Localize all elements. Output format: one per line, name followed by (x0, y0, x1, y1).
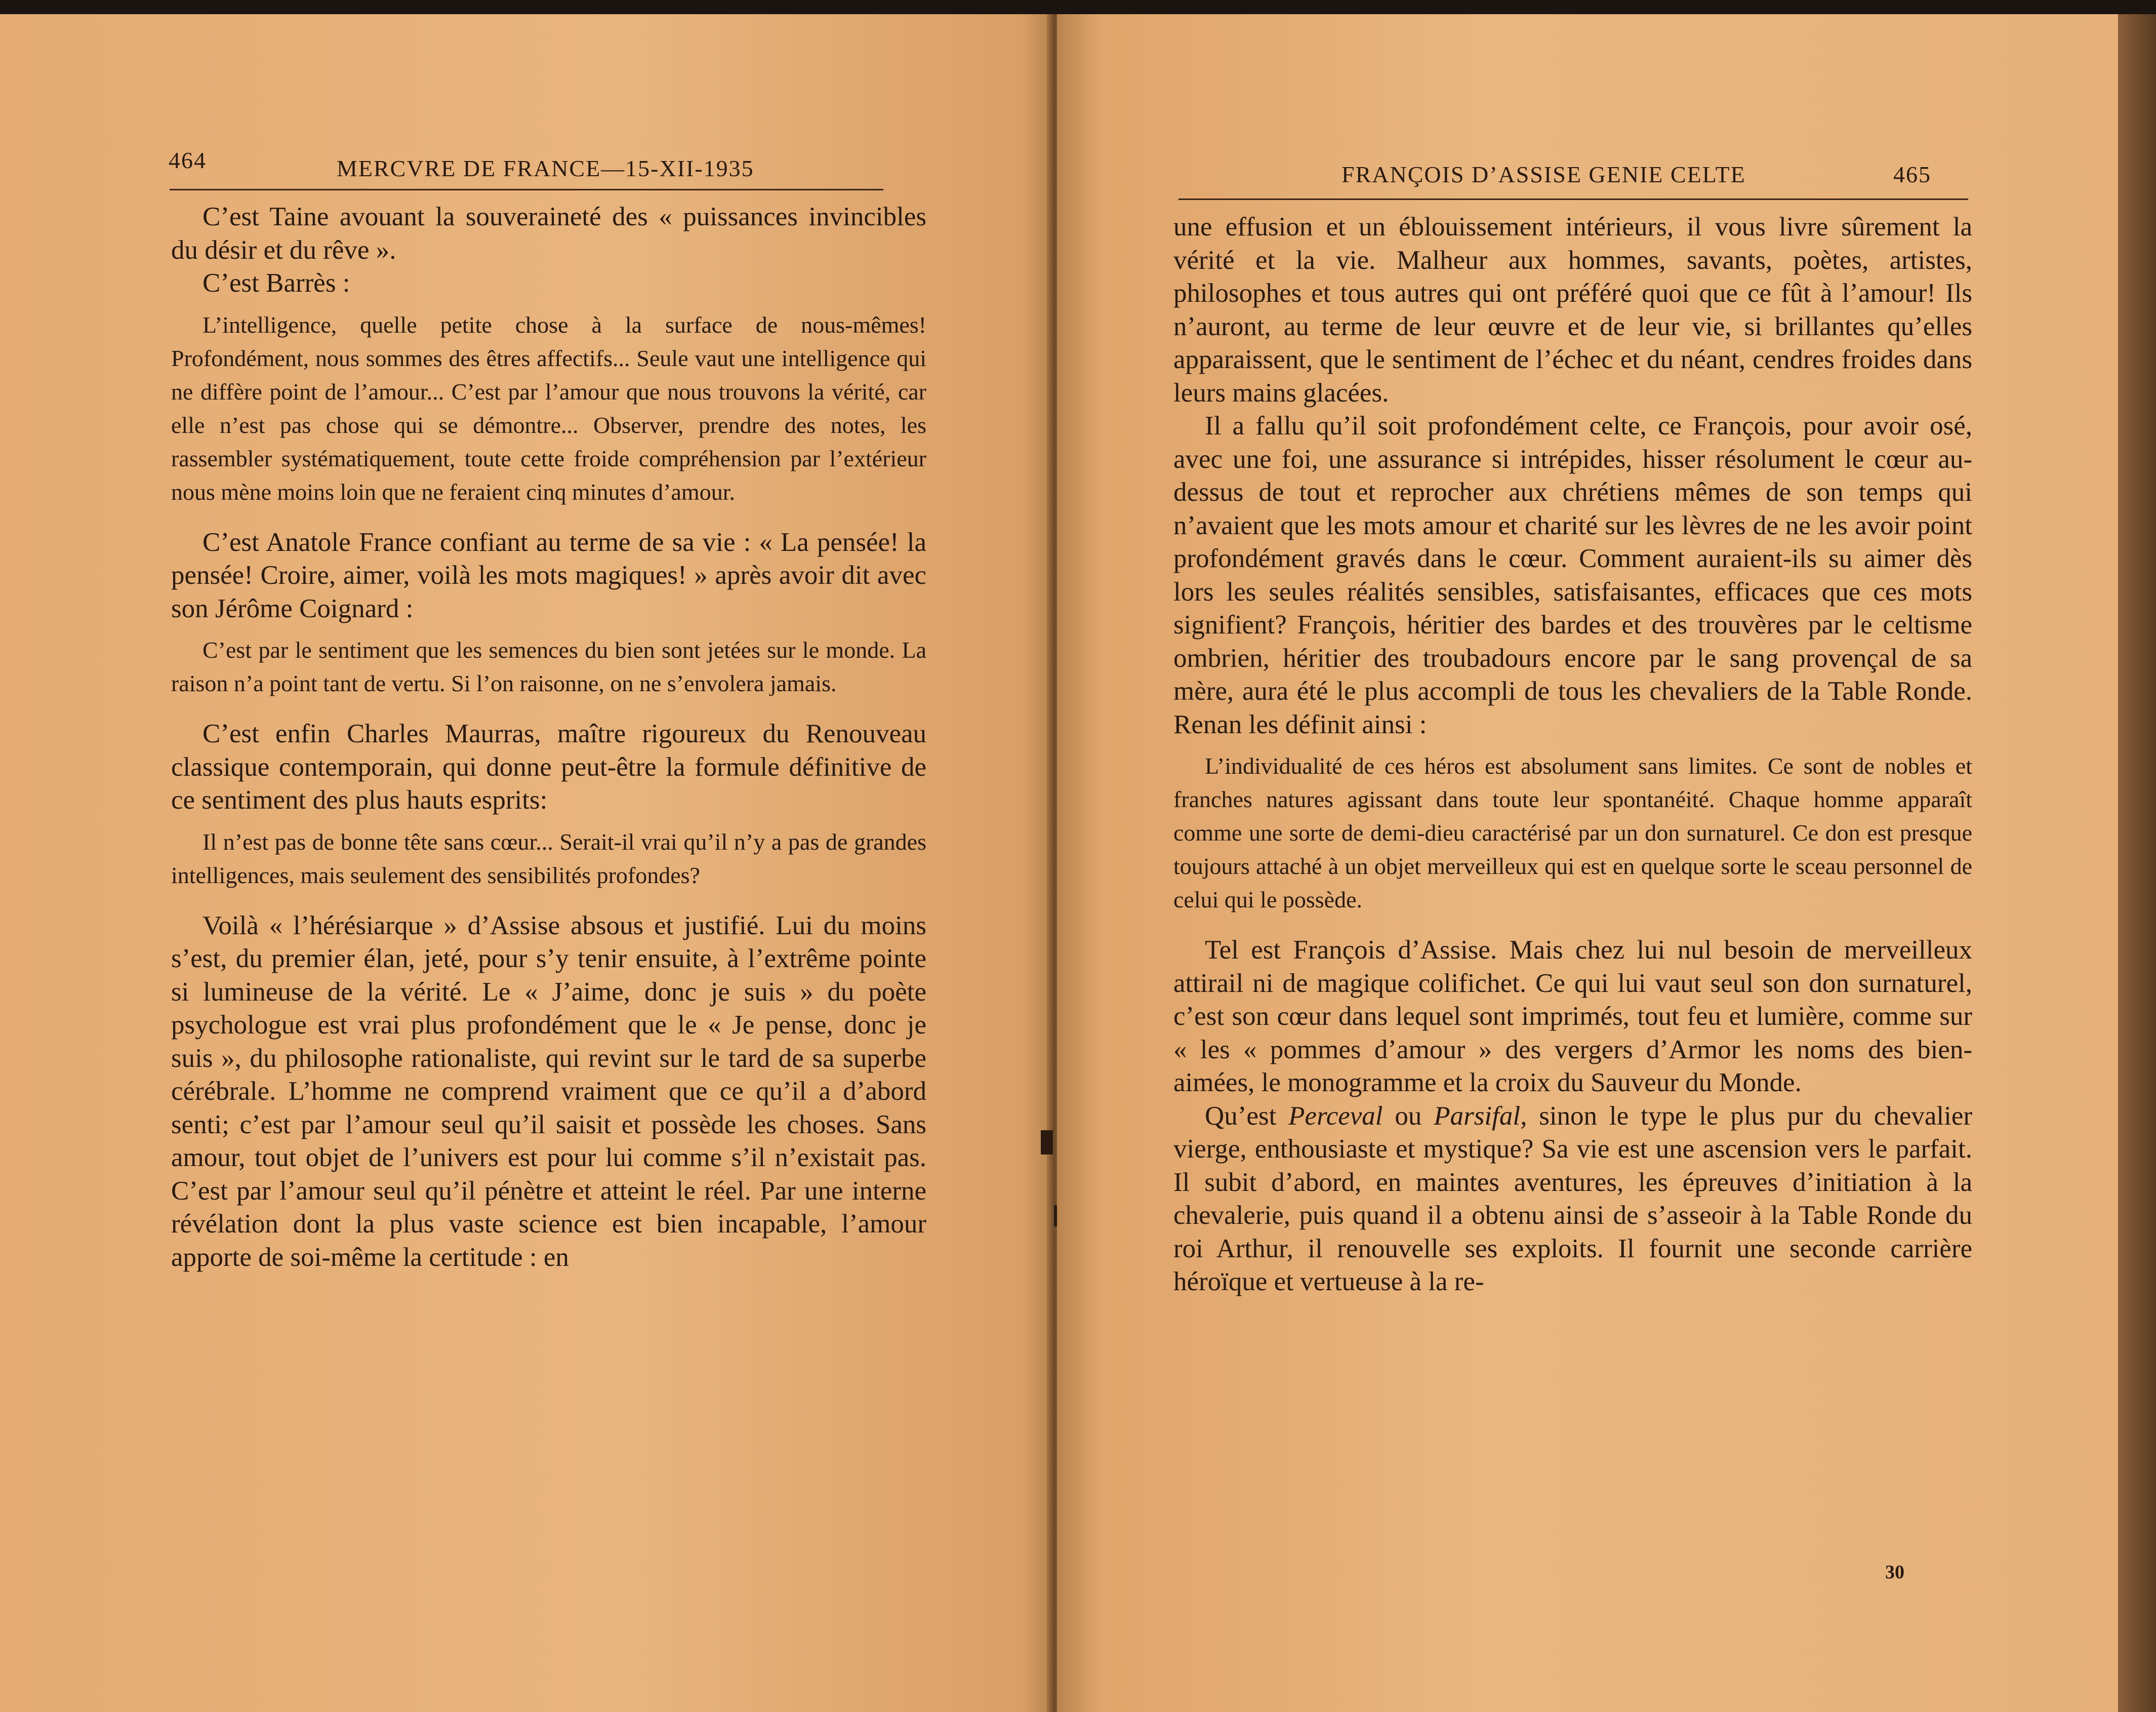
running-title-right: FRANÇOIS D’ASSISE GENIE CELTE (1341, 162, 1746, 187)
right-page (1057, 14, 2118, 1712)
quote-maurras: Il n’est pas de bonne tête sans cœur... Serait-il vrai qu’il n’y a pas de grandes intelligences, mais seulement des sensibilités profondes? (171, 828, 926, 888)
quote-renan: L’individualité de ces héros est absolument sans limites. Ce sont de nobles et franches natures agissant dans toute leur spontanéité. Chaque homme apparaît comme une sorte de demi-dieu caractérisé par un don surnaturel. Ce don est presque toujours attaché à un objet merveilleux qui est en quelque sorte le sceau personnel de celui qui le possède. (1173, 753, 1972, 912)
paragraph-perceval: Qu’est Perceval ou Parsifal, sinon le type le plus pur du chevalier vierge, enthousiaste et mystique? Sa vie est une ascension vers le parfait. Il subit d’abord, en maintes aventures, les épreuves d’initiation à la chevalerie, puis quand il a obtenu ainsi de s’asseoir à la Table Ronde du roi Arthur, il renouvelle ses exploits. Il fournit une seconde carrière héroïque et vertueuse à la re- (1173, 1101, 1973, 1296)
italic-perceval: Perceval (1288, 1101, 1383, 1131)
paragraph-maurras: C’est enfin Charles Maurras, maître rigoureux du Renouveau classique contemporain, qui donne peut-être la formule définitive de ce sentiment des plus hauts esprits: (171, 719, 926, 815)
page-number-right: 465 (1893, 162, 1931, 187)
quote-barres: L’intelligence, quelle petite chose à la surface de nous-mêmes! Profondément, nous sommes des êtres affectifs... Seule vaut une intelligence qui ne diffère point de l’amour... C’est par l’amour que nous trouvons la vérité, car elle n’est pas chose qui se démontre... Observer, prendre des notes, les rassembler systématiquement, toute cette froide compréhension par l’extérieur nous mène moins loin que ne feraient cinq minutes d’amour. (171, 311, 926, 505)
header-rule-left (170, 189, 883, 190)
paragraph-heresiarque: Voilà « l’hérésiarque » d’Assise absous et justifié. Lui du moins s’est, du premier élan, jeté, pour s’y tenir ensuite, à l’extrême pointe si lumineuse de la vérité. Le « J’aime, donc je suis » du poète psychologue est vrai plus profondément que le « Je pense, donc je suis », du philosophe rationaliste, qui revint sur le tard de sa superbe cérébrale. L’homme ne comprend vraiment que ce qu’il a d’abord senti; c’est par l’amour seul qu’il saisit et possède les choses. Sans amour, tout objet de l’univers est pour lui comme s’il n’existait pas. C’est par l’amour seul qu’il pénètre et atteint le réel. Par une interne révélation dont la plus vaste science est bien incapable, l’amour apporte de soi-même la certitude : en (171, 910, 926, 1272)
left-page (0, 14, 1053, 1712)
quote-coignard: C’est par le sentiment que les semences du bien sont jetées sur le monde. La raison n’a point tant de vertu. Si l’on raisonne, on ne s’envolera jamais. (171, 637, 926, 696)
gutter-thread-mark (1041, 1130, 1053, 1154)
page-number-left: 464 (169, 147, 207, 173)
running-title-left: MERCVRE DE FRANCE—15-XII-1935 (337, 155, 754, 181)
signature-mark: 30 (1885, 1562, 1904, 1583)
paragraph-tel-est-francois: Tel est François d’Assise. Mais chez lui nul besoin de merveilleux attirail ni de magique colifichet. Ce qui lui vaut seul son don surnaturel, c’est son cœur dans lequel sont imprimés, tout feu et lumière, comme sur « les « pommes d’amour » des vergers d’Armor les noms des bien-aimées, le monogramme et la croix du Sauveur du Monde. (1173, 935, 1972, 1097)
page-edge-stack (2118, 14, 2156, 1712)
right-text-column (1173, 211, 1972, 1299)
paragraph-anatole-france: C’est Anatole France confiant au terme de sa vie : « La pensée! la pensée! Croire, aimer, voilà les mots magiques! » après avoir dit avec son Jérôme Coignard : (171, 527, 926, 623)
paragraph-taine: C’est Taine avouant la souveraineté des « puissances invincibles du désir et du rêve ». (171, 202, 926, 265)
paragraph-continuation: une effusion et un éblouissement intérieurs, il vous livre sûrement la vérité et la vie. Malheur aux hommes, savants, poètes, artistes, philosophes et tous autres qui ont préféré quoi que ce fût à l’amour! Ils n’auront, au terme de leur œuvre et de leur vie, si brillantes qu’elles apparaissent, que le sentiment de l’échec et du néant, cendres froides dans leurs mains glacées. (1173, 212, 1972, 408)
paragraph-celte: Il a fallu qu’il soit profondément celte, ce François, pour avoir osé, avec une foi, une assurance si intrépides, hisser résolument le cœur au-dessus de tout et reprocher aux chrétiens mêmes de son temps qui n’avaient que les mots amour et charité sur les lèvres de ne les avoir point profondément gravés dans le cœur. Comment auraient-ils su aimer dès lors les seules réalités sensibles, satisfaisantes, efficaces que ces mots signifient? François, héritier des bardes et des trouvères par le celtisme ombrien, héritier des troubadours encore par le sang provençal de sa mère, aura été le plus accompli de tous les chevaliers de la Table Ronde. Renan les définit ainsi : (1173, 411, 1972, 739)
italic-parsifal: Parsifal, (1434, 1101, 1527, 1131)
left-text-column (171, 201, 926, 1274)
paragraph-barres: C’est Barrès : (202, 268, 350, 298)
header-rule-right (1178, 198, 1968, 200)
